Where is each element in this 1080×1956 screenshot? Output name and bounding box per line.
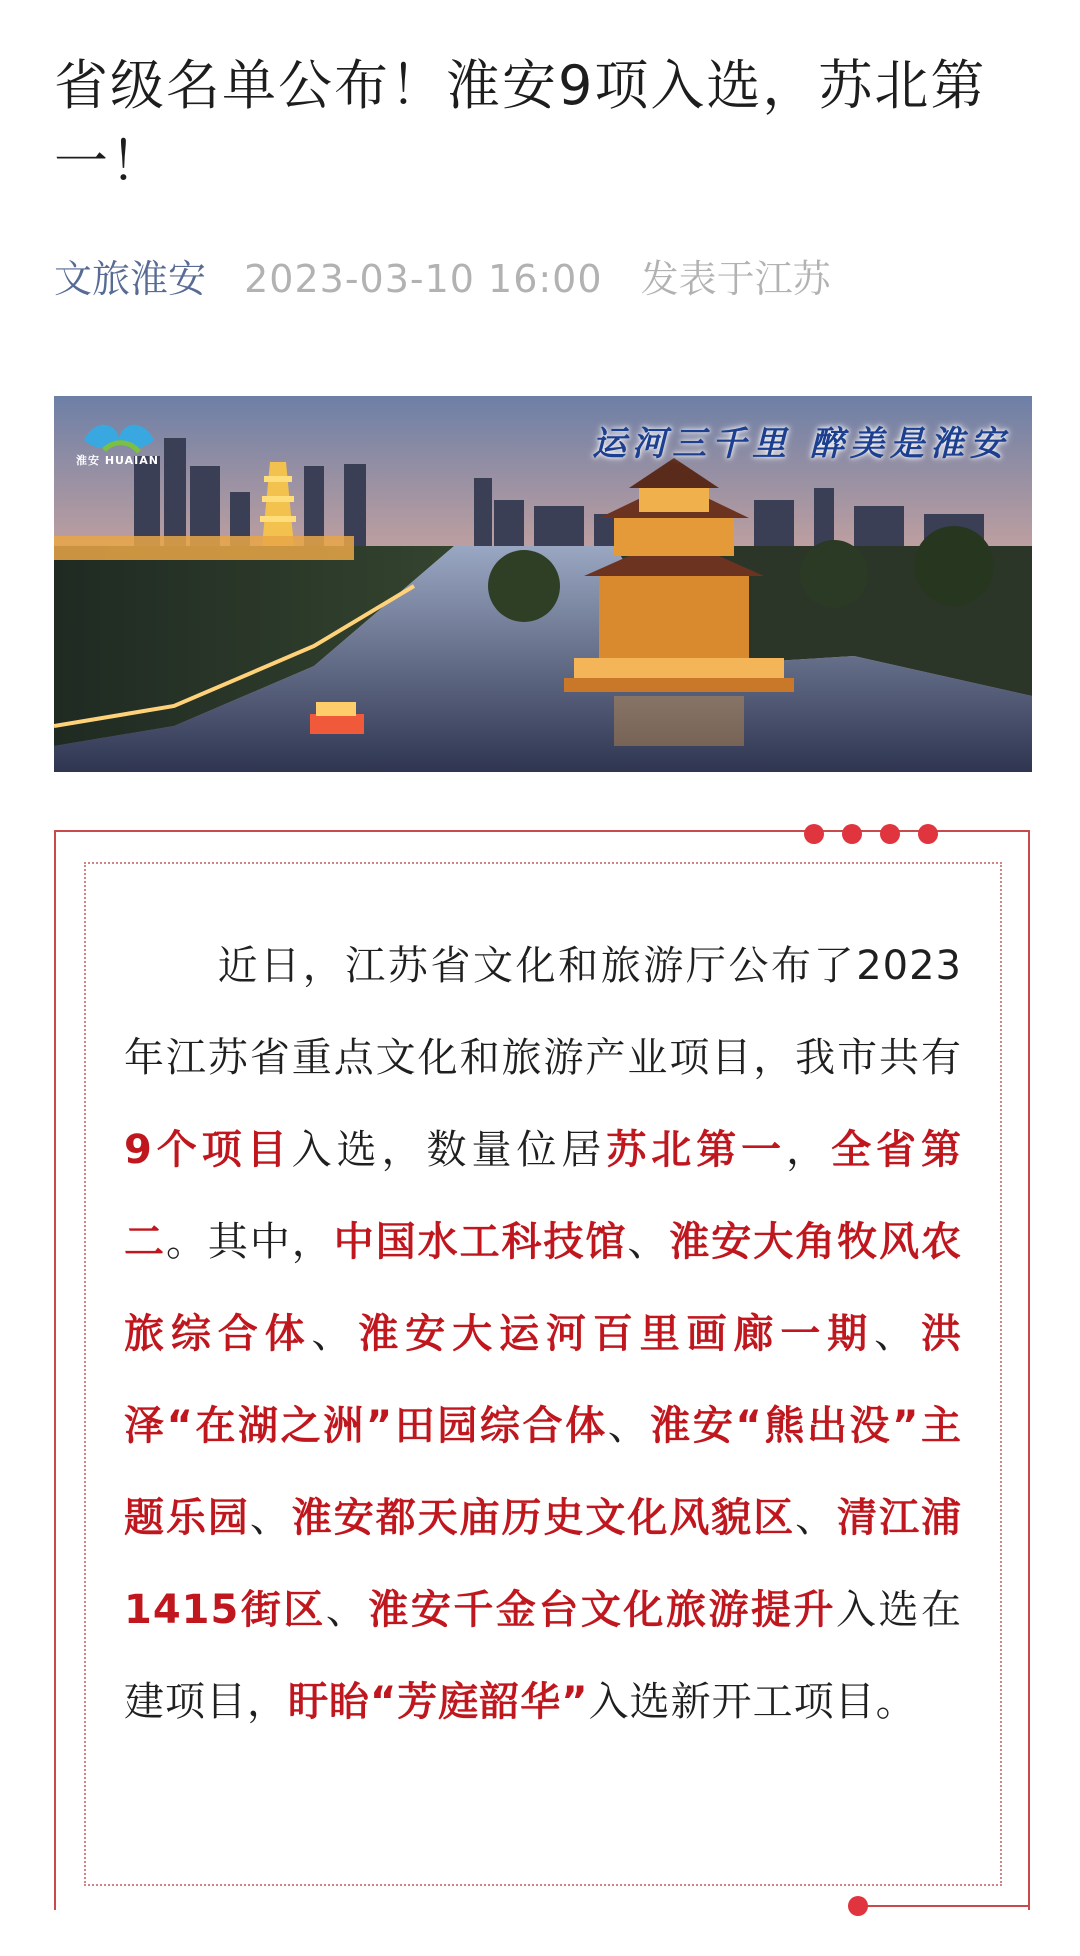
body-text: 、 <box>627 1219 670 1265</box>
body-text: ， <box>786 1127 832 1173</box>
decor-dot-3 <box>880 824 900 844</box>
publish-location: 发表于江苏 <box>640 257 831 301</box>
decor-dot-4 <box>918 824 938 844</box>
body-text: 、 <box>311 1311 359 1357</box>
decor-dot-bottom <box>848 1896 868 1916</box>
highlight-text: 全省第二 <box>124 1127 962 1265</box>
highlight-text: 淮安都天庙历史文化风貌区 <box>291 1495 796 1541</box>
highlight-text: 洪泽“在湖之洲”田园综合体 <box>124 1311 963 1449</box>
article-title: 省级名单公布！淮安9项入选，苏北第一！ <box>54 54 987 193</box>
body-text: 、 <box>325 1587 369 1633</box>
body-text: 。其中， <box>165 1219 334 1265</box>
highlight-text: 淮安大运河百里画廊一期 <box>358 1311 875 1357</box>
body-text: 入选新开工项目。 <box>588 1679 917 1725</box>
article-paragraph <box>124 920 962 1748</box>
highlight-text: 9个项目 <box>124 1127 292 1173</box>
body-text: 入选，数量位居 <box>291 1127 607 1173</box>
logo-text: 淮安 HUAIAN <box>76 454 159 467</box>
body-text: 入选在建项目， <box>124 1587 963 1725</box>
highlight-text: 淮安大角牧风农旅综合体 <box>124 1219 963 1357</box>
body-text: 、 <box>249 1495 292 1541</box>
highlight-text: 清江浦1415街区 <box>124 1495 963 1633</box>
body-text: 、 <box>874 1311 922 1357</box>
frame-bottom-line <box>858 1905 1030 1907</box>
highlight-text: 淮安千金台文化旅游提升 <box>368 1587 836 1633</box>
decor-dot-1 <box>804 824 824 844</box>
body-text: 近日，江苏省文化和旅游厅公布了2023年江苏省重点文化和旅游产业项目，我市共有 <box>124 943 962 1081</box>
highlight-text: 苏北第一 <box>606 1127 787 1173</box>
article-meta <box>54 252 831 306</box>
highlight-text: 盱眙“芳庭韶华” <box>288 1679 589 1725</box>
body-text: 、 <box>795 1495 838 1541</box>
banner-image[interactable] <box>54 396 1032 772</box>
publish-time: 2023-03-10 16:00 <box>244 257 603 301</box>
account-name-link[interactable]: 文旅淮安 <box>54 257 207 301</box>
highlight-text: 中国水工科技馆 <box>333 1219 628 1265</box>
highlight-text: 淮安“熊出没”主题乐园 <box>124 1403 963 1541</box>
decor-dot-2 <box>842 824 862 844</box>
banner-slogan: 运河三千里 醉美是淮安 <box>592 424 1010 464</box>
body-text: 、 <box>607 1403 651 1449</box>
